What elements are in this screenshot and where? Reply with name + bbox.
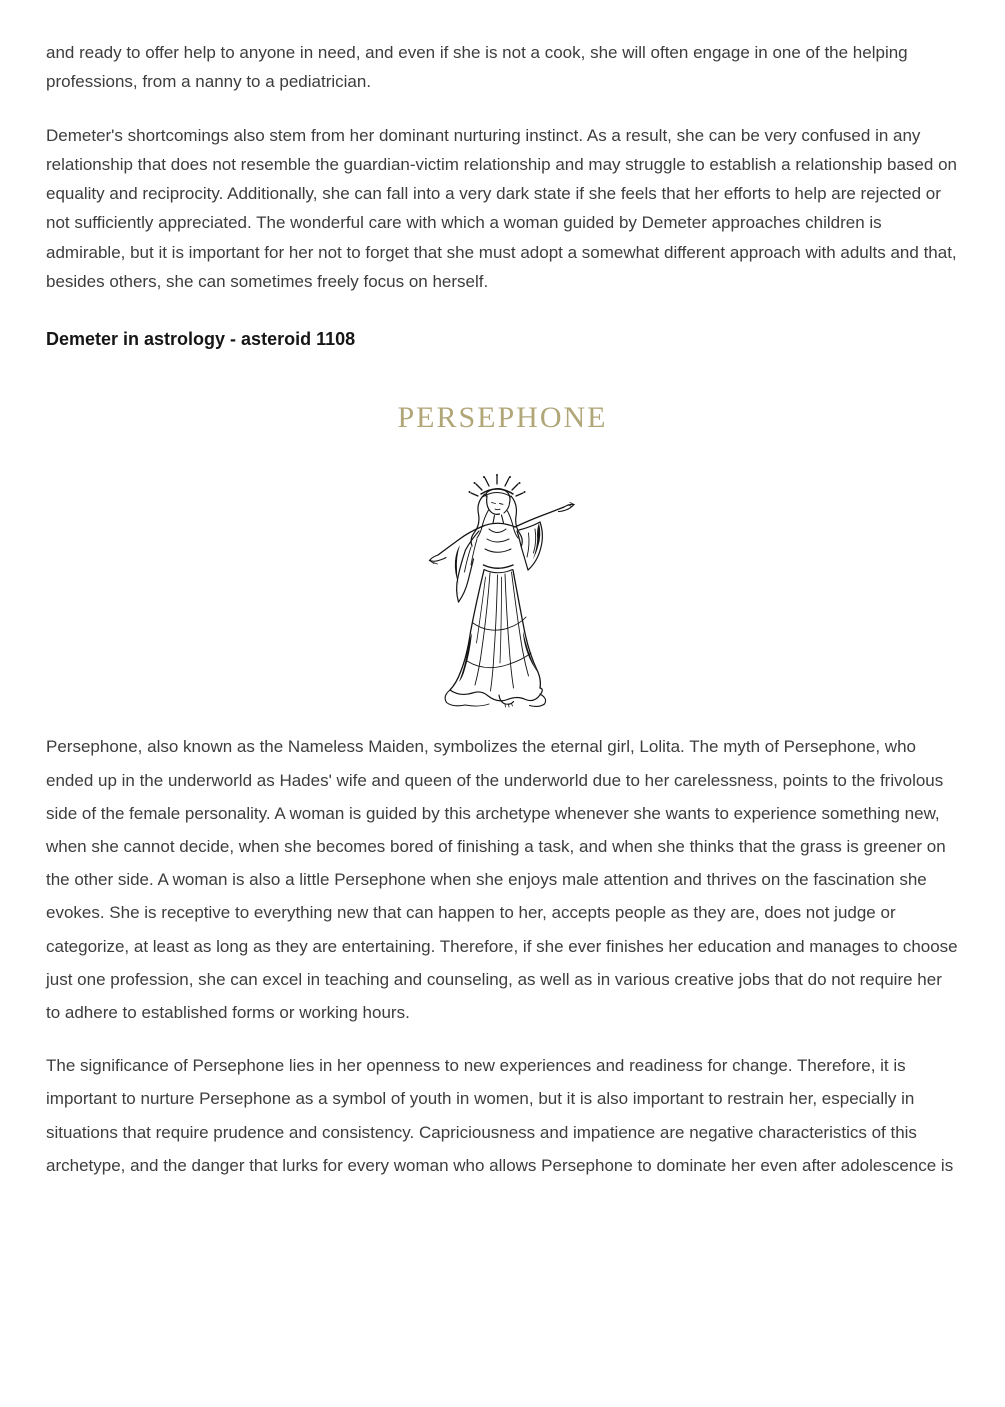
heading-demeter-astrology: Demeter in astrology - asteroid 1108 [46,329,356,350]
paragraph-demeter-shortcomings: Demeter's shortcomings also stem from her dominant nurturing instinct. As a result, she can be very confused in any relationship that does not resemble the guardian-victim relationship and may struggle to establish a relationship based on equality and reciprocity. Additionally, she can fall into a very dark state if she feels that her efforts to help are rejected or not sufficiently appreciated. The wonderful care with which a woman guided by Demeter approaches children is admirable, but it is important for her not to forget that she must adopt a somewhat different approach with adults and that, besides others, she can sometimes freely focus on herself. [46,125,957,292]
persephone-title: PERSEPHONE [397,401,608,435]
paragraph-persephone-intro: Persephone, also known as the Nameless Maiden, symbolizes the eternal girl, Lolita. The myth of Persephone, who ended up in the underworld as Hades' wife and queen of the underworld due to her carelessness, points to the frivolous side of the female personality. A woman is guided by this archetype whenever she wants to experience something new, when she cannot decide, when she becomes bored of finishing a task, and when she thinks that the grass is greener on the other side. A woman is also a little Persephone when she enjoys male attention and thrives on the fascination she evokes. She is receptive to everything new that can happen to her, accepts people as they are, does not judge or categorize, at least as long as they are entertaining. Therefore, if she ever finishes her education and manages to choose just one profession, she can excel in teaching and counseling, as well as in various creative jobs that do not require her to adhere to established forms or working hours. [46,737,958,1022]
persephone-illustration-container [46,473,959,710]
persephone-goddess-engraving-icon [427,473,579,713]
paragraph-demeter-helping: and ready to offer help to anyone in need, and even if she is not a cook, she will often engage in one of the helping professions, from a nanny to a pediatrician. [46,43,908,92]
paragraph-persephone-significance: The significance of Persephone lies in her openness to new experiences and readiness for change. Therefore, it is important to nurture Persephone as a symbol of youth in women, but it is also important to restrain her, especially in situations that require prudence and consistency. Capriciousness and impatience are negative characteristics of this archetype, and the danger that lurks for every woman who allows Persephone to dominate her even after adolescence is [46,1056,954,1175]
